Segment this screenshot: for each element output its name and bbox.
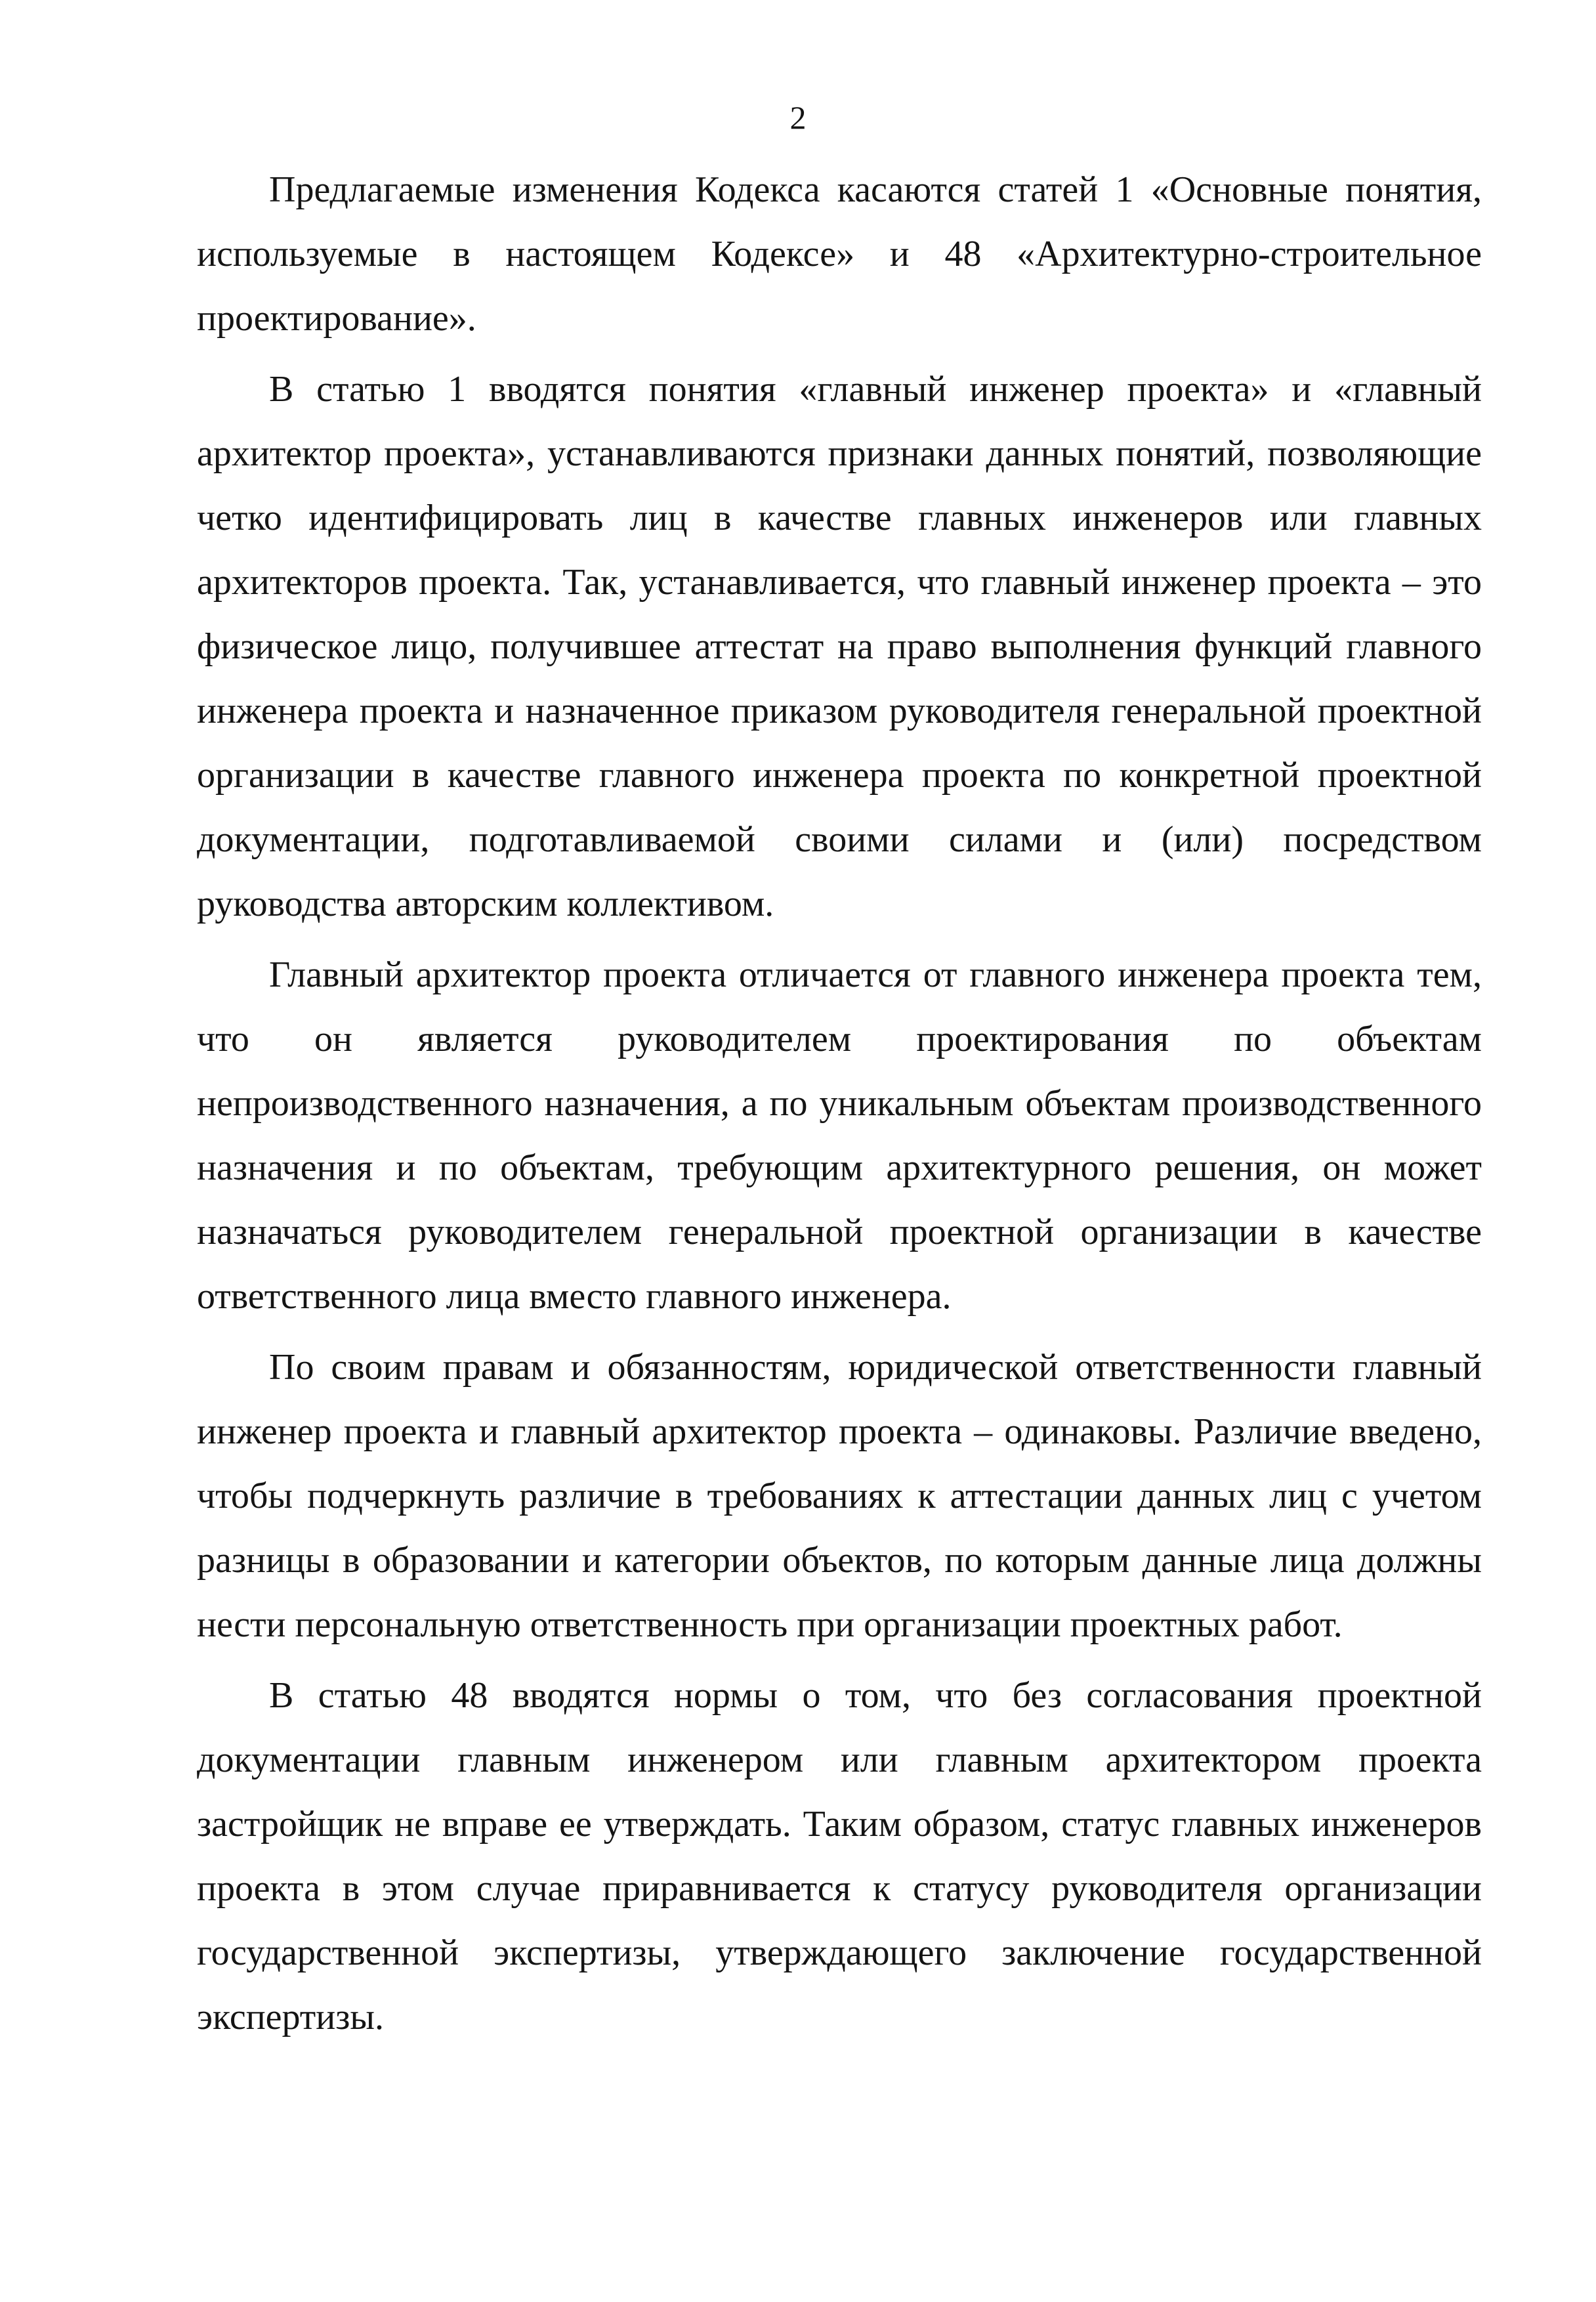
- paragraph: В статью 1 вводятся понятия «главный инженер проекта» и «главный архитектор проекта», устанавливаются признаки данных понятий, позволяющие четко идентифицировать лиц в качестве главных инженеров или главных архитекторов проекта. Так, устанавливается, что главный инженер проекта – это физическое лицо, получившее аттестат на право выполнения функций главного инженера проекта и назначенное приказом руководителя генеральной проектной организации в качестве главного инженера проекта по конкретной проектной документации, подготавливаемой своими силами и (или) посредством руководства авторским коллективом.: [197, 369, 1482, 924]
- paragraph: По своим правам и обязанностям, юридической ответственности главный инженер проекта и главный архитектор проекта – одинаковы. Различие введено, чтобы подчеркнуть различие в требованиях к аттестации данных лиц с учетом разницы в образовании и категории объектов, по которым данные лица должны нести персональную ответственность при организации проектных работ.: [197, 1347, 1482, 1645]
- paragraph: В статью 48 вводятся нормы о том, что без согласования проектной документации главным инженером или главным архитектором проекта застройщик не вправе ее утверждать. Таким образом, статус главных инженеров проекта в этом случае приравнивается к статусу руководителя организации государственной экспертизы, утверждающего заключение государственной экспертизы.: [197, 1675, 1482, 2037]
- page-number: 2: [789, 99, 807, 136]
- paragraph: Главный архитектор проекта отличается от главного инженера проекта тем, что он является руководителем проектирования по объектам непроизводственного назначения, а по уникальным объектам производственного назначения и по объектам, требующим архитектурного решения, он может назначаться руководителем генеральной проектной организации в качестве ответственного лица вместо главного инженера.: [197, 954, 1482, 1317]
- document-body: [197, 158, 1482, 2056]
- paragraph: Предлагаемые изменения Кодекса касаются статей 1 «Основные понятия, используемые в настоящем Кодексе» и 48 «Архитектурно-строительное проектирование».: [197, 169, 1482, 339]
